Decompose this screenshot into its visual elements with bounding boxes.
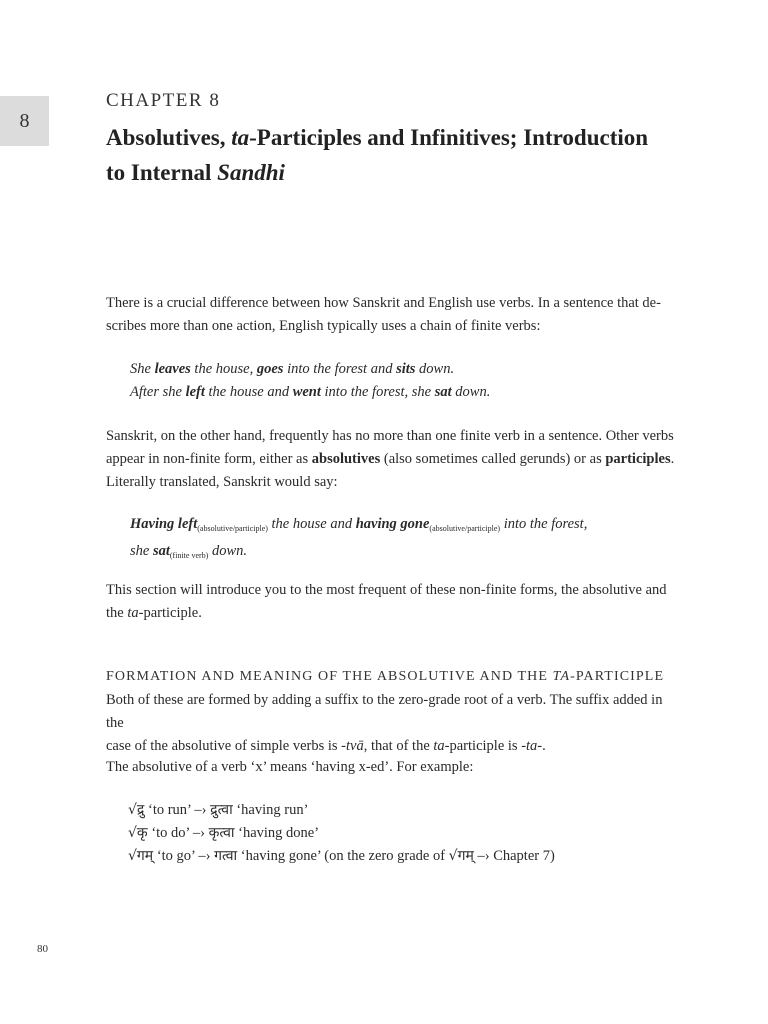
root-example-run: √द्रु ‘to run’ –› द्रुत्वा ‘having run’ bbox=[128, 802, 309, 818]
root-example-go: √गम् ‘to go’ –› गत्वा ‘having gone’ (on the zero grade of √गम् –› Chapter 7) bbox=[128, 848, 555, 864]
root-example-do: √कृ ‘to do’ –› कृत्वा ‘having done’ bbox=[128, 825, 320, 841]
chapter-title: Absolutives, ta-Participles and Infinitives; Introduction to Internal Sandhi bbox=[106, 125, 649, 185]
chapter-7-link[interactable]: Chapter 7 bbox=[493, 848, 550, 864]
chapter-label: CHAPTER 8 bbox=[106, 90, 221, 111]
paragraph-section-intro: This section will introduce you to the most frequent of these non-finite forms, the absolutive and the ta-participle. bbox=[106, 582, 667, 621]
paragraph-intro: There is a crucial difference between how Sanskrit and English use verbs. In a sentence that de- scribes more than one action, English typically uses a chain of finite verbs: bbox=[106, 295, 661, 334]
section-heading: FORMATION AND MEANING OF THE ABSOLUTIVE AND THE TA-PARTICIPLE bbox=[106, 669, 665, 684]
example-literal: Having left$_{(absolutive/participle)}$ the house and having gone$_{(absolutive/participle)}$ into the forest, she sat$_{(finite verb)}$ down. bbox=[130, 516, 588, 560]
paragraph-sanskrit: Sanskrit, on the other hand, frequently has no more than one finite verb in a sentence. Other verbs appear in non-finite form, either as absolutives (also sometimes called gerunds) or as participles. Literally translated, Sanskrit would say: bbox=[106, 428, 675, 490]
example-english: She leaves the house, goes into the forest and sits down. After she left the house and went into the forest, she sat down. bbox=[130, 361, 491, 400]
paragraph-absolutive-meaning: The absolutive of a verb ‘x’ means ‘having x-ed’. For example: bbox=[106, 759, 474, 775]
page-number: 80 bbox=[37, 943, 48, 955]
chapter-tab: 8 bbox=[0, 96, 49, 146]
paragraph-formation: Both of these are formed by adding a suffix to the zero-grade root of a verb. The suffix added in the case of the absolutive of simple verbs is -tvā, that of the ta-participle is -ta-. bbox=[106, 692, 663, 754]
